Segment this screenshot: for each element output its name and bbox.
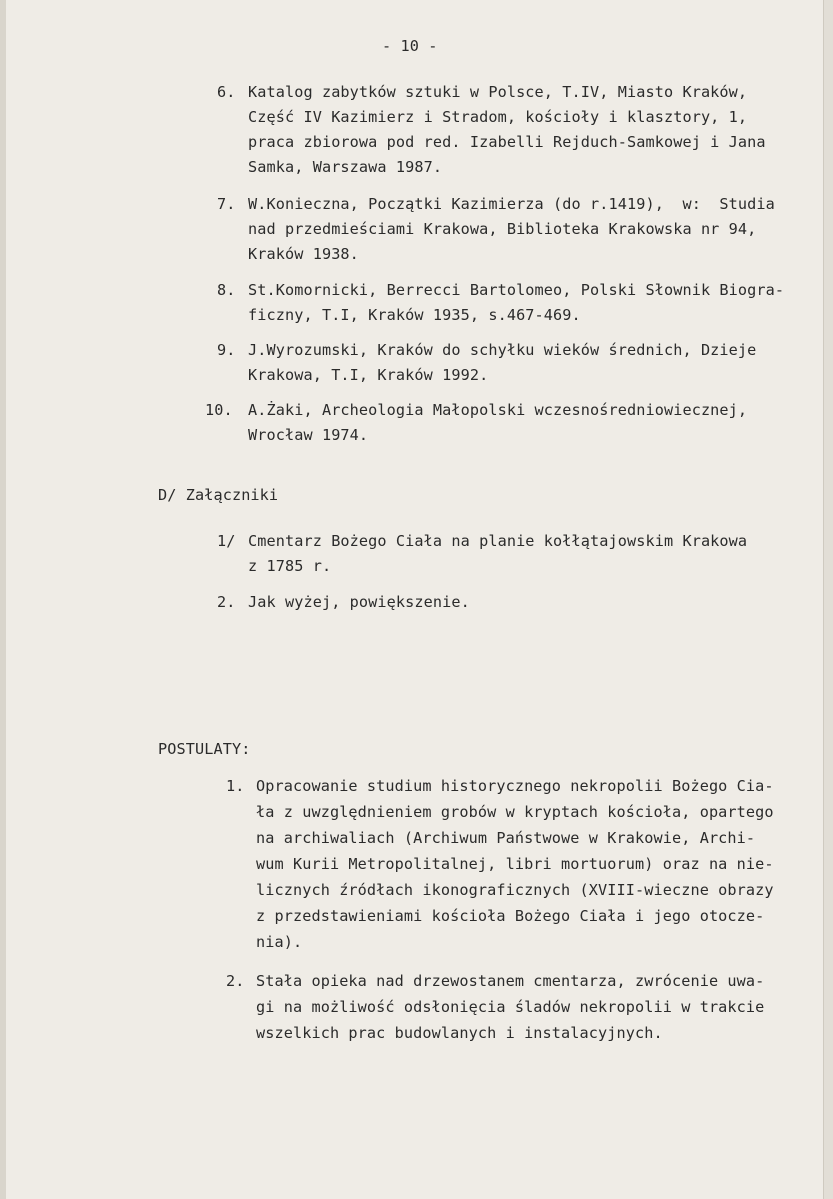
- postulate-line: Stała opieka nad drzewostanem cmentarza, zwrócenie uwa-: [256, 972, 765, 990]
- postulate-line: ła z uwzględnieniem grobów w kryptach kościoła, opartego: [256, 803, 774, 821]
- reference-line: Kraków 1938.: [248, 245, 359, 263]
- reference-line: ficzny, T.I, Kraków 1935, s.467-469.: [248, 306, 581, 324]
- attachment-line: Cmentarz Bożego Ciała na planie kołłątajowskim Krakowa: [248, 532, 748, 550]
- page-edge-right: [823, 0, 833, 1199]
- postulate-line: nia).: [256, 933, 303, 951]
- reference-line: Krakowa, T.I, Kraków 1992.: [248, 366, 489, 384]
- reference-number: 8.: [217, 281, 236, 299]
- page-edge-left: [0, 0, 6, 1199]
- reference-number: 7.: [217, 195, 236, 213]
- reference-line: Samka, Warszawa 1987.: [248, 158, 443, 176]
- reference-number: 6.: [217, 83, 236, 101]
- attachment-line: z 1785 r.: [248, 557, 332, 575]
- postulates-heading: POSTULATY:: [158, 740, 251, 758]
- postulate-line: z przedstawieniami kościoła Bożego Ciała i jego otocze-: [256, 907, 765, 925]
- postulate-line: wszelkich prac budowlanych i instalacyjnych.: [256, 1024, 663, 1042]
- reference-line: praca zbiorowa pod red. Izabelli Rejduch-Samkowej i Jana: [248, 133, 766, 151]
- postulate-number: 1.: [226, 777, 245, 795]
- postulate-line: licznych źródłach ikonograficznych (XVIII-wieczne obrazy: [256, 881, 774, 899]
- reference-line: A.Żaki, Archeologia Małopolski wczesnośredniowiecznej,: [248, 401, 748, 419]
- reference-line: nad przedmieściami Krakowa, Biblioteka Krakowska nr 94,: [248, 220, 757, 238]
- postulate-line: wum Kurii Metropolitalnej, libri mortuorum) oraz na nie-: [256, 855, 774, 873]
- postulate-number: 2.: [226, 972, 245, 990]
- reference-line: St.Komornicki, Berrecci Bartolomeo, Polski Słownik Biogra-: [248, 281, 785, 299]
- postulate-line: gi na możliwość odsłonięcia śladów nekropolii w trakcie: [256, 998, 765, 1016]
- attachment-number: 1/: [217, 532, 236, 550]
- reference-line: Katalog zabytków sztuki w Polsce, T.IV, Miasto Kraków,: [248, 83, 748, 101]
- postulate-line: Opracowanie studium historycznego nekropolii Bożego Cia-: [256, 777, 774, 795]
- attachment-number: 2.: [217, 593, 236, 611]
- reference-line: Część IV Kazimierz i Stradom, kościoły i klasztory, 1,: [248, 108, 748, 126]
- postulate-line: na archiwaliach (Archiwum Państwowe w Krakowie, Archi-: [256, 829, 756, 847]
- reference-line: J.Wyrozumski, Kraków do schyłku wieków średnich, Dzieje: [248, 341, 757, 359]
- reference-line: Wrocław 1974.: [248, 426, 369, 444]
- reference-number: 10.: [205, 401, 233, 419]
- attachment-line: Jak wyżej, powiększenie.: [248, 593, 470, 611]
- reference-line: W.Konieczna, Początki Kazimierza (do r.1419), w: Studia: [248, 195, 775, 213]
- attachments-heading: D/ Załączniki: [158, 486, 279, 504]
- page-number: - 10 -: [382, 37, 438, 55]
- reference-number: 9.: [217, 341, 236, 359]
